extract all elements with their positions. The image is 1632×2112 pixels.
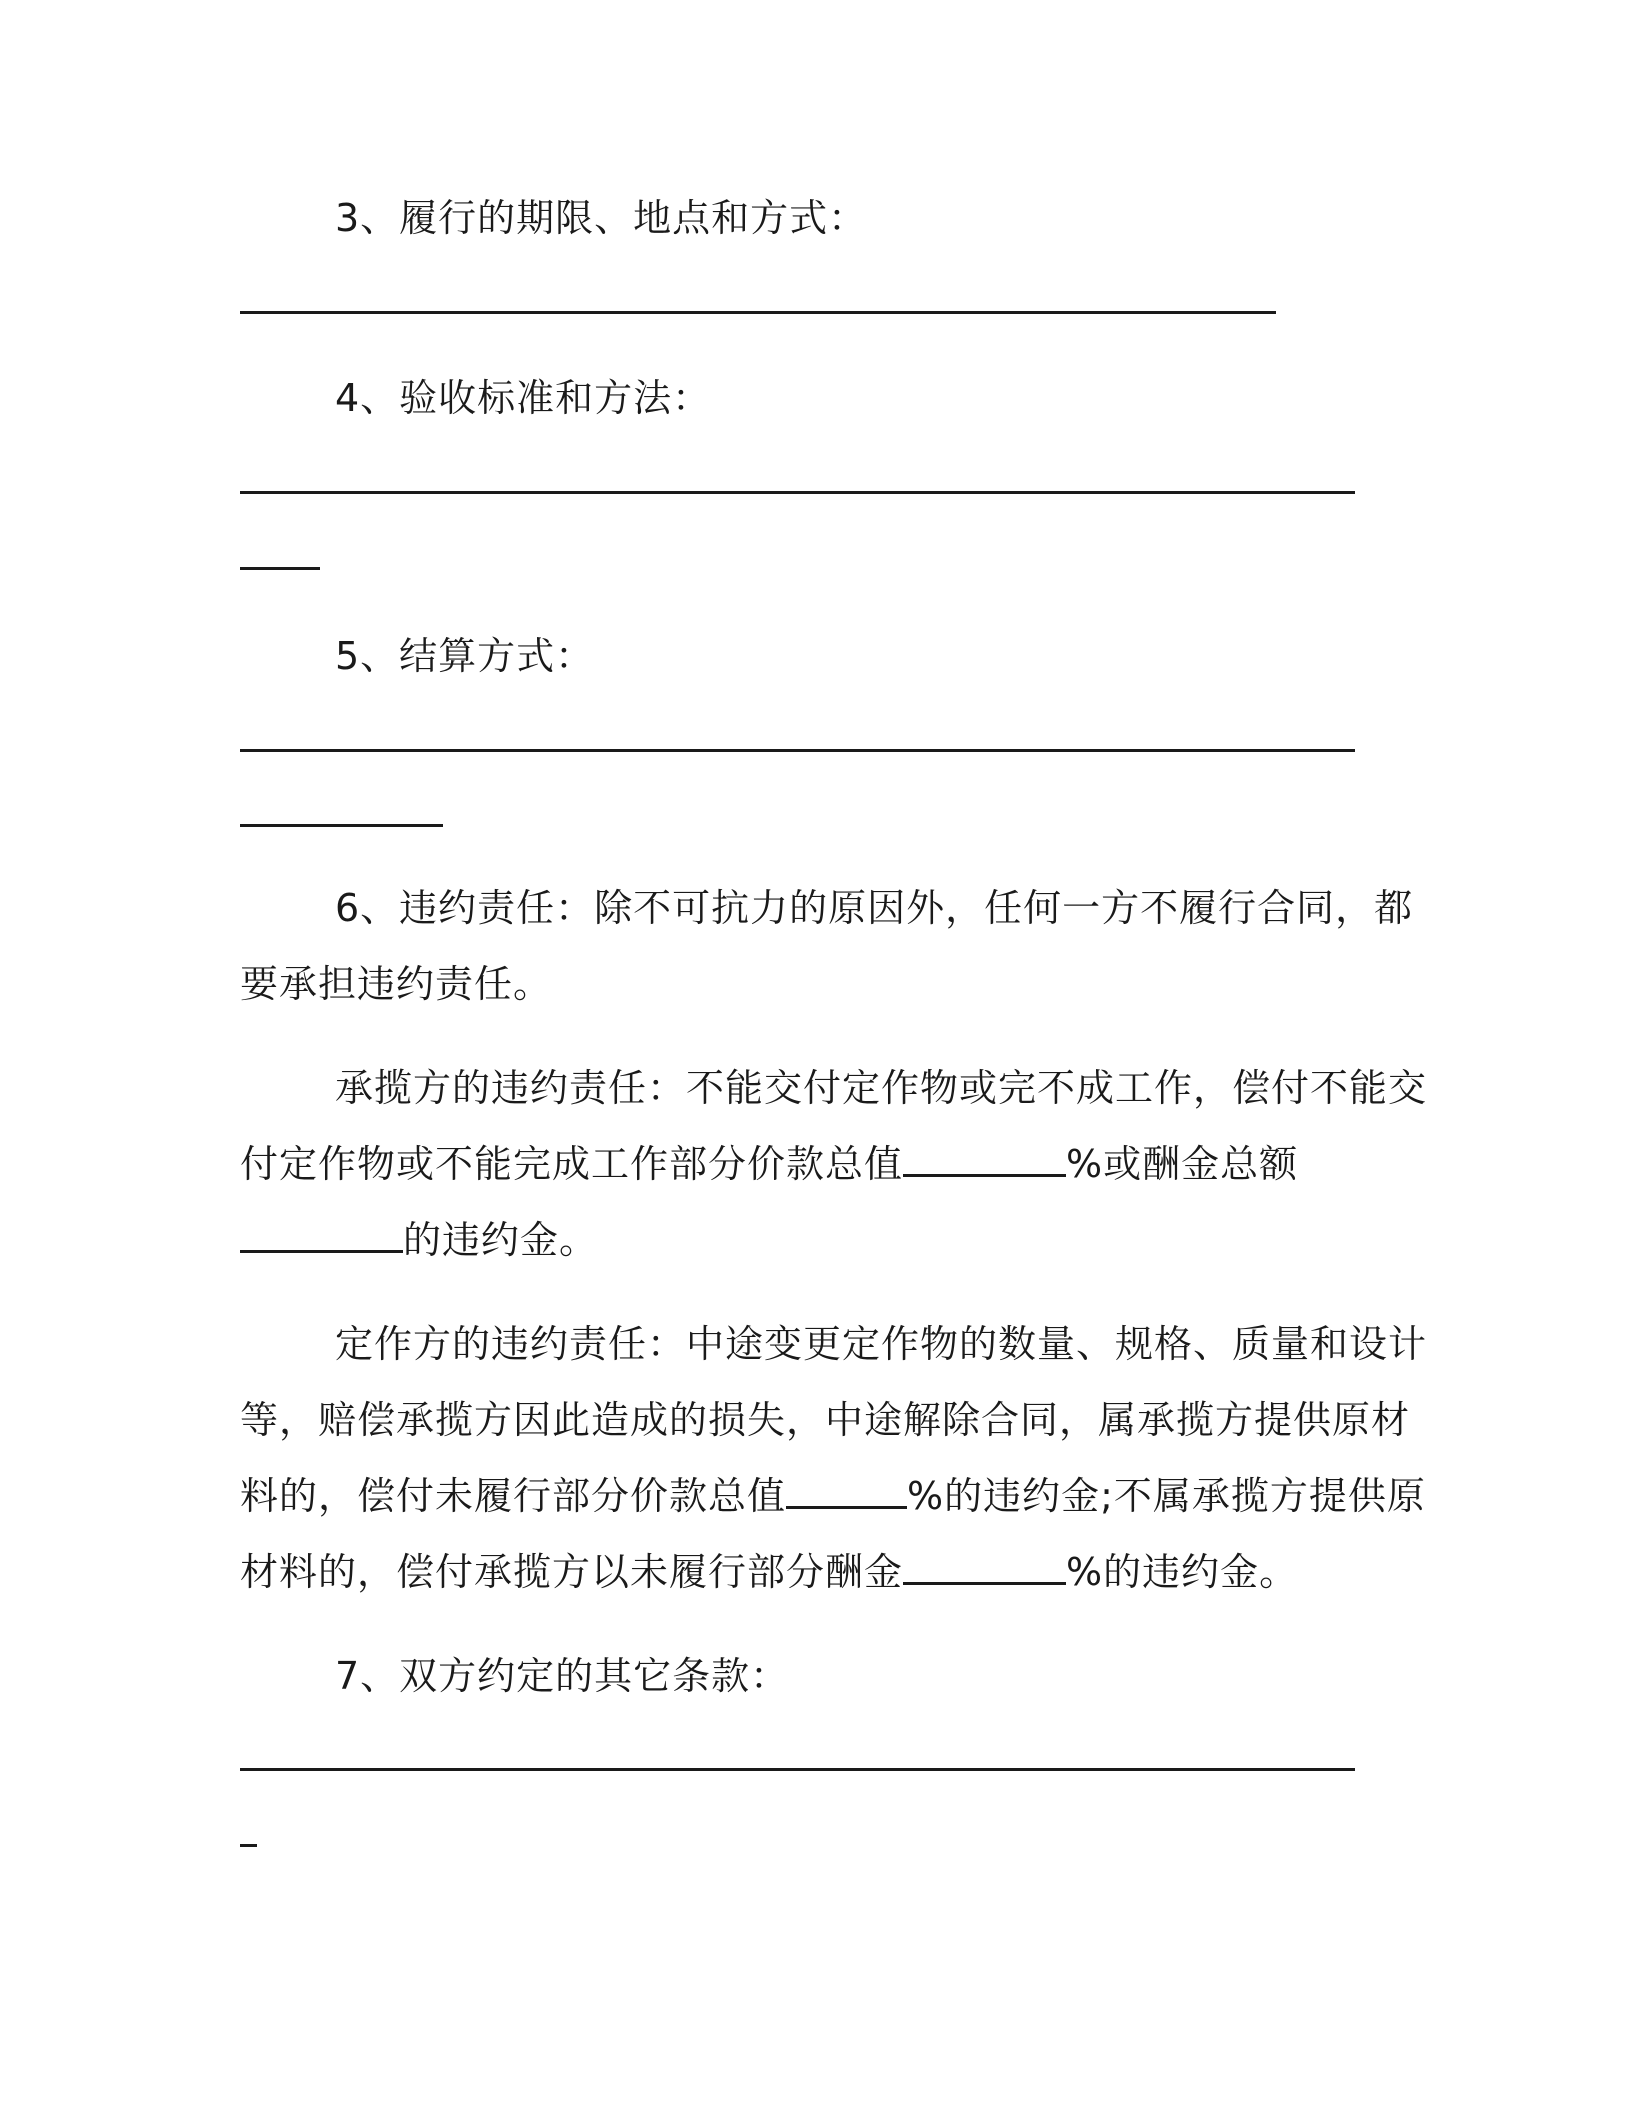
- item-5-fill-line-2: [240, 824, 443, 827]
- orderer-liability-line-4: [240, 1546, 1380, 1598]
- item-5-label: 5、结算方式：: [335, 634, 595, 678]
- contractor-liability-line-3: [240, 1214, 1380, 1266]
- orderer-price-percent-blank: [786, 1472, 907, 1509]
- orderer-liability-line-3-text-a: 料的，偿付未履行部分价款总值: [240, 1474, 787, 1518]
- orderer-liability-line-4-text-b: %的违约金。: [1066, 1550, 1299, 1594]
- contractor-liability-line-1: 承揽方的违约责任：不能交付定作物或完不成工作，偿付不能交: [335, 1066, 1428, 1110]
- orderer-liability-line-4-text-a: 材料的，偿付承揽方以未履行部分酬金: [240, 1550, 904, 1594]
- contractor-price-percent-blank: [903, 1140, 1066, 1177]
- item-6-line-1: 6、违约责任：除不可抗力的原因外，任何一方不履行合同，都: [335, 886, 1414, 930]
- contractor-liability-line-2-text-b: %或酬金总额: [1066, 1142, 1299, 1186]
- item-4-fill-line-2: [240, 567, 320, 570]
- item-5-fill-line-1: [240, 749, 1355, 752]
- contractor-liability-line-2-text-a: 付定作物或不能完成工作部分价款总值: [240, 1142, 904, 1186]
- orderer-liability-line-3-text-b: %的违约金;不属承揽方提供原: [907, 1474, 1426, 1518]
- item-4-fill-line-1: [240, 491, 1355, 494]
- contractor-liability-line-3-text: 的违约金。: [403, 1218, 599, 1262]
- item-7-fill-line-1: [240, 1768, 1355, 1771]
- contractor-liability-line-2: [240, 1138, 1380, 1190]
- orderer-liability-line-3: [240, 1470, 1426, 1522]
- item-7-fill-line-2: [240, 1844, 257, 1847]
- item-4-label: 4、验收标准和方法：: [335, 376, 712, 420]
- orderer-liability-line-1: 定作方的违约责任：中途变更定作物的数量、规格、质量和设计: [335, 1322, 1428, 1366]
- item-6-line-2: 要承担违约责任。: [240, 962, 553, 1006]
- orderer-liability-line-2: 等，赔偿承揽方因此造成的损失，中途解除合同，属承揽方提供原材: [240, 1398, 1411, 1442]
- item-7-label: 7、双方约定的其它条款：: [335, 1654, 790, 1698]
- item-3-fill-line: [240, 311, 1276, 314]
- orderer-fee-percent-blank: [903, 1548, 1066, 1585]
- item-3-label: 3、履行的期限、地点和方式：: [335, 196, 868, 240]
- contractor-fee-amount-blank: [240, 1216, 403, 1253]
